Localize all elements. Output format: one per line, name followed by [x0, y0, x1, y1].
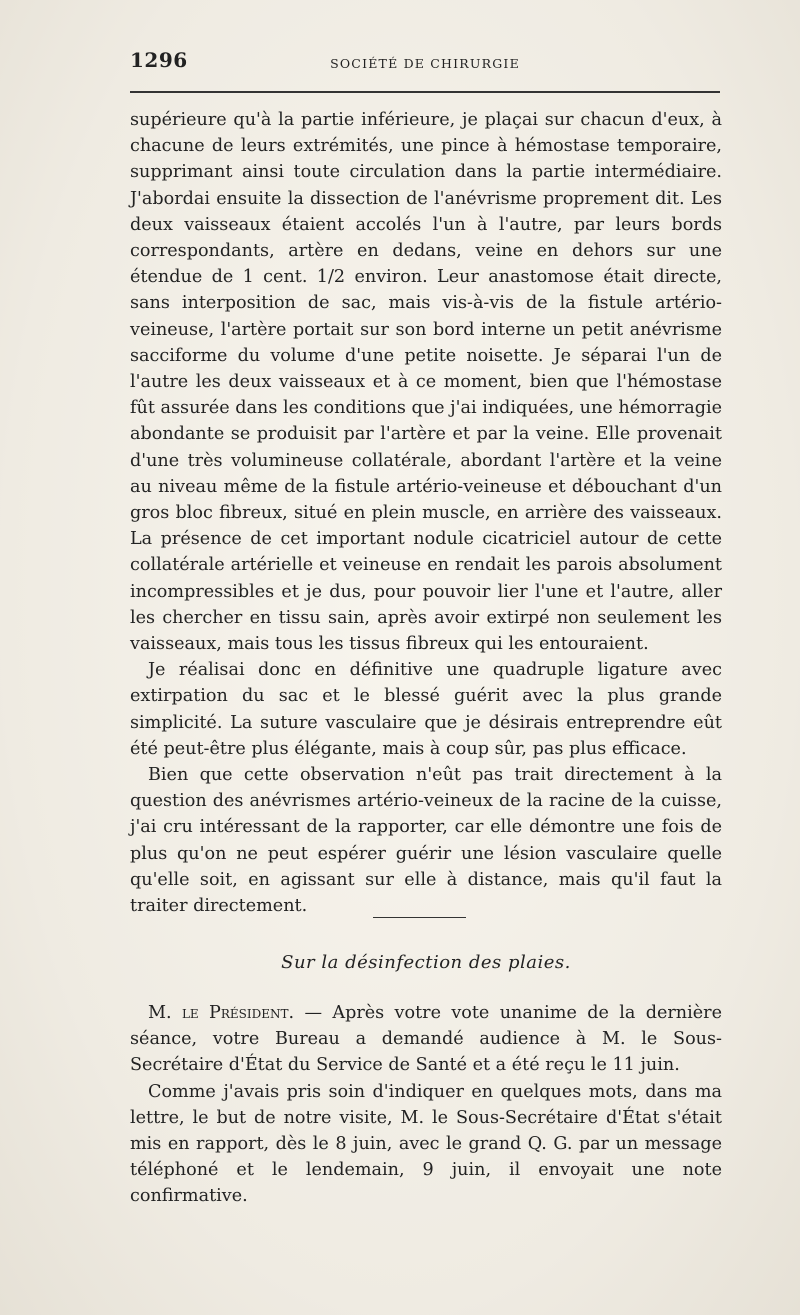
page-number: 1296 [130, 48, 188, 72]
running-head: SOCIÉTÉ DE CHIRURGIE [330, 56, 520, 71]
paragraph-text: — Après votre vote unanime de la dernière séance, votre Bureau a demandé audience à M. le Sous-Secrétaire d'État du Service de Santé et a été reçu le 11 juin. [130, 1003, 722, 1076]
speaker-name: M. le Président. [148, 1003, 295, 1023]
section-title: Sur la désinfection des plaies. [281, 952, 571, 973]
paragraph: Je réalisai donc en définitive une quadruple ligature avec extirpation du sac et le blessé guérit avec la plus grande simplicité. La suture vasculaire que je désirais entreprendre eût été peut-être plus élégante, mais à coup sûr, pas plus efficace. [130, 660, 722, 759]
paragraph [130, 1000, 722, 1079]
paragraph: Bien que cette observation n'eût pas trait directement à la question des anévrismes artério-veineux de la racine de la cuisse, j'ai cru intéressant de la rapporter, car elle démontre une fois de plus qu'on ne peut espérer guérir une lésion vasculaire quelle qu'elle soit, en agissant sur elle à distance, mais qu'il faut la traiter directement. [130, 765, 722, 917]
header-rule [130, 91, 720, 93]
paragraph: supérieure qu'à la partie inférieure, je plaçai sur chacun d'eux, à chacune de leurs extrémités, une pince à hémostase temporaire, supprimant ainsi toute circulation dans la partie intermédiaire. J'abordai ensuite la dissection de l'anévrisme proprement dit. Les deux vaisseaux étaient accolés l'un à l'autre, par leurs bords correspondants, artère en dedans, veine en dehors sur une étendue de 1 cent. 1/2 environ. Leur anastomose était directe, sans interposition de sac, mais vis-à-vis de la fistule artério-veineuse, l'artère portait sur son bord interne un petit anévrisme sacciforme du volume d'une petite noisette. Je séparai l'un de l'autre les deux vaisseaux et à ce moment, bien que l'hémostase fût assurée dans les conditions que j'ai indiquées, une hémorragie abondante se produisit par l'artère et par la veine. Elle provenait d'une très volumineuse collatérale, abordant l'artère et la veine au niveau même de la fistule artério-veineuse et débouchant d'un gros bloc fibreux, situé en plein muscle, en arrière des vaisseaux. La présence de cet important nodule cicatriciel autour de cette collatérale artérielle et veineuse en rendait les parois absolument incompressibles et je dus, pour pouvoir lier l'une et l'autre, aller les chercher en tissu sain, après avoir extirpé non seulement les vaisseaux, mais tous les tissus fibreux qui les entouraient. [130, 110, 722, 655]
section-divider [373, 917, 466, 918]
page-header [130, 48, 720, 80]
section-text [130, 1000, 722, 1210]
paragraph: Comme j'avais pris soin d'indiquer en quelques mots, dans ma lettre, le but de notre visite, M. le Sous-Secrétaire d'État s'était mis en rapport, dès le 8 juin, avec le grand Q. G. par un message téléphoné et le lendemain, 9 juin, il envoyait une note confirmative. [130, 1081, 722, 1207]
main-text [130, 107, 722, 919]
